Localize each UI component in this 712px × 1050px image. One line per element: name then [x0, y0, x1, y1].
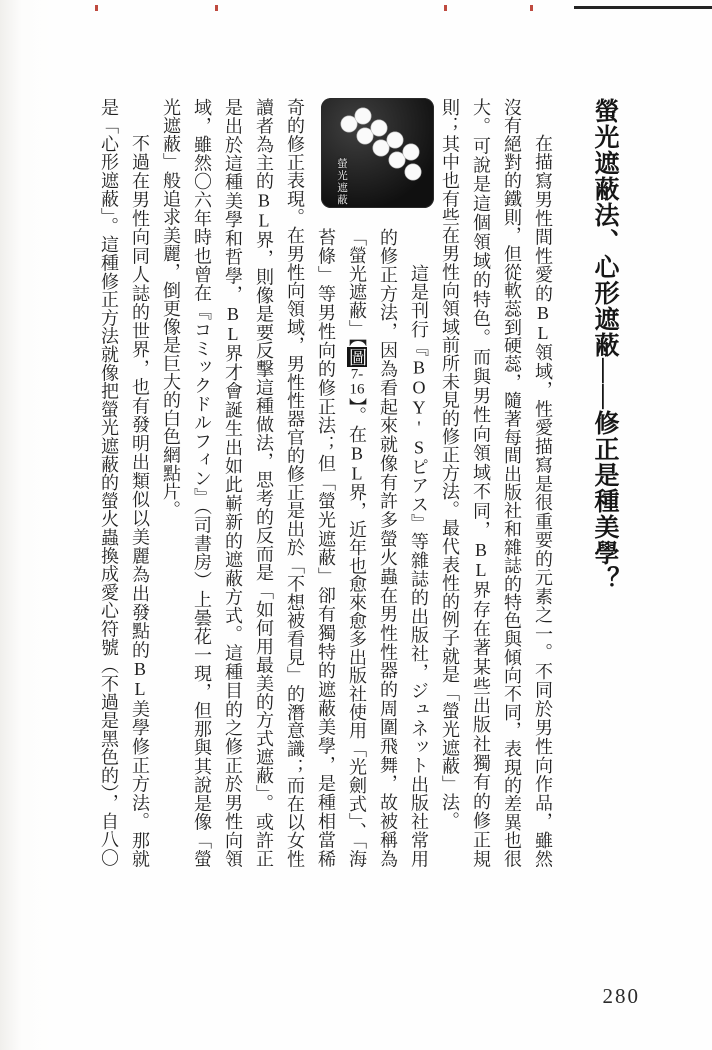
lat: BL	[254, 190, 274, 231]
lat: BL	[347, 443, 367, 484]
scan-artifact-line	[574, 6, 712, 9]
figure-fluorescent-sample	[321, 98, 434, 208]
paragraph: 不過在男性向同人誌的世界，也有發明出類似以美麗為出發點的BL美學修正方法。那就是「心形遮蔽」。這種修正方法就像把螢光遮蔽的螢火蟲換成愛心符號（不過是黑色的），自八〇	[99, 98, 150, 868]
figure-label: 螢光遮蔽	[336, 158, 347, 206]
figure-reference-box: 圖	[347, 348, 367, 367]
scan-artifact-mark	[215, 5, 218, 11]
text-run: 】	[347, 397, 367, 407]
paragraph: 這是刊行『BOY'Sピアス』等雜誌的出版社，ジュネット出版社常用的修正方法，因為看起來就像有許多螢火蟲在男性性器的周圍飛舞，故被稱為「螢光遮蔽」【圖7-16】。在BL界，近年也愈來愈多出版社使用「光劍式」、「海苔條」等男性向的修正法；但「螢光遮蔽」卻有獨特的遮蔽美學，是種相當稀奇的修正表現。在男性向領域，男性性器官的修正是出於「不想被看見」的潛意識；而在以女性讀者為主的BL界，則像是要反擊這種做法，思考的反而是「如何用最美的方式遮蔽」。或許正是出於這種美學和哲學，BL界才會誕生出如此嶄新的遮蔽方式。這種目的之修正於男性向領域，雖然〇六年時也曾在『コミックドルフィン』（司書房）上曇花一現，但那與其說是像「螢光遮蔽」般追求美麗，倒更像是巨大的白色網點片。	[161, 98, 429, 869]
body-text	[93, 98, 558, 868]
text-run: 【	[347, 337, 367, 348]
lat: BOY'S	[409, 357, 429, 458]
scan-artifact-mark	[530, 5, 533, 11]
lat: BL	[130, 659, 150, 700]
lat: BL	[533, 302, 553, 343]
lat: BL	[471, 539, 491, 580]
paragraph: 在描寫男性間性愛的BL領域，性愛描寫是很重要的元素之一。不同於男性向作品，雖然沒有絕對的鐵則，但從軟蕊到硬蕊，隨著每間出版社和雜誌的特色與傾向不同，表現的差異也很大。可說是這個領域的特色。而與男性向領域不同，BL界存在著某些出版社獨有的修正規則；其中也有些在男性向領域前所未見的修正方法。最代表性的例子就是「螢光遮蔽」法。	[440, 98, 553, 868]
scan-artifact-mark	[444, 5, 447, 11]
page-title: 螢光遮蔽法、心形遮蔽——修正是種美學？	[591, 98, 618, 592]
text-area	[93, 98, 617, 868]
lat: BL	[223, 303, 243, 344]
tcy: 16	[349, 382, 365, 398]
tcy: 7-	[350, 367, 364, 383]
page-number: 280	[602, 984, 640, 1008]
scan-artifact-mark	[95, 5, 98, 11]
